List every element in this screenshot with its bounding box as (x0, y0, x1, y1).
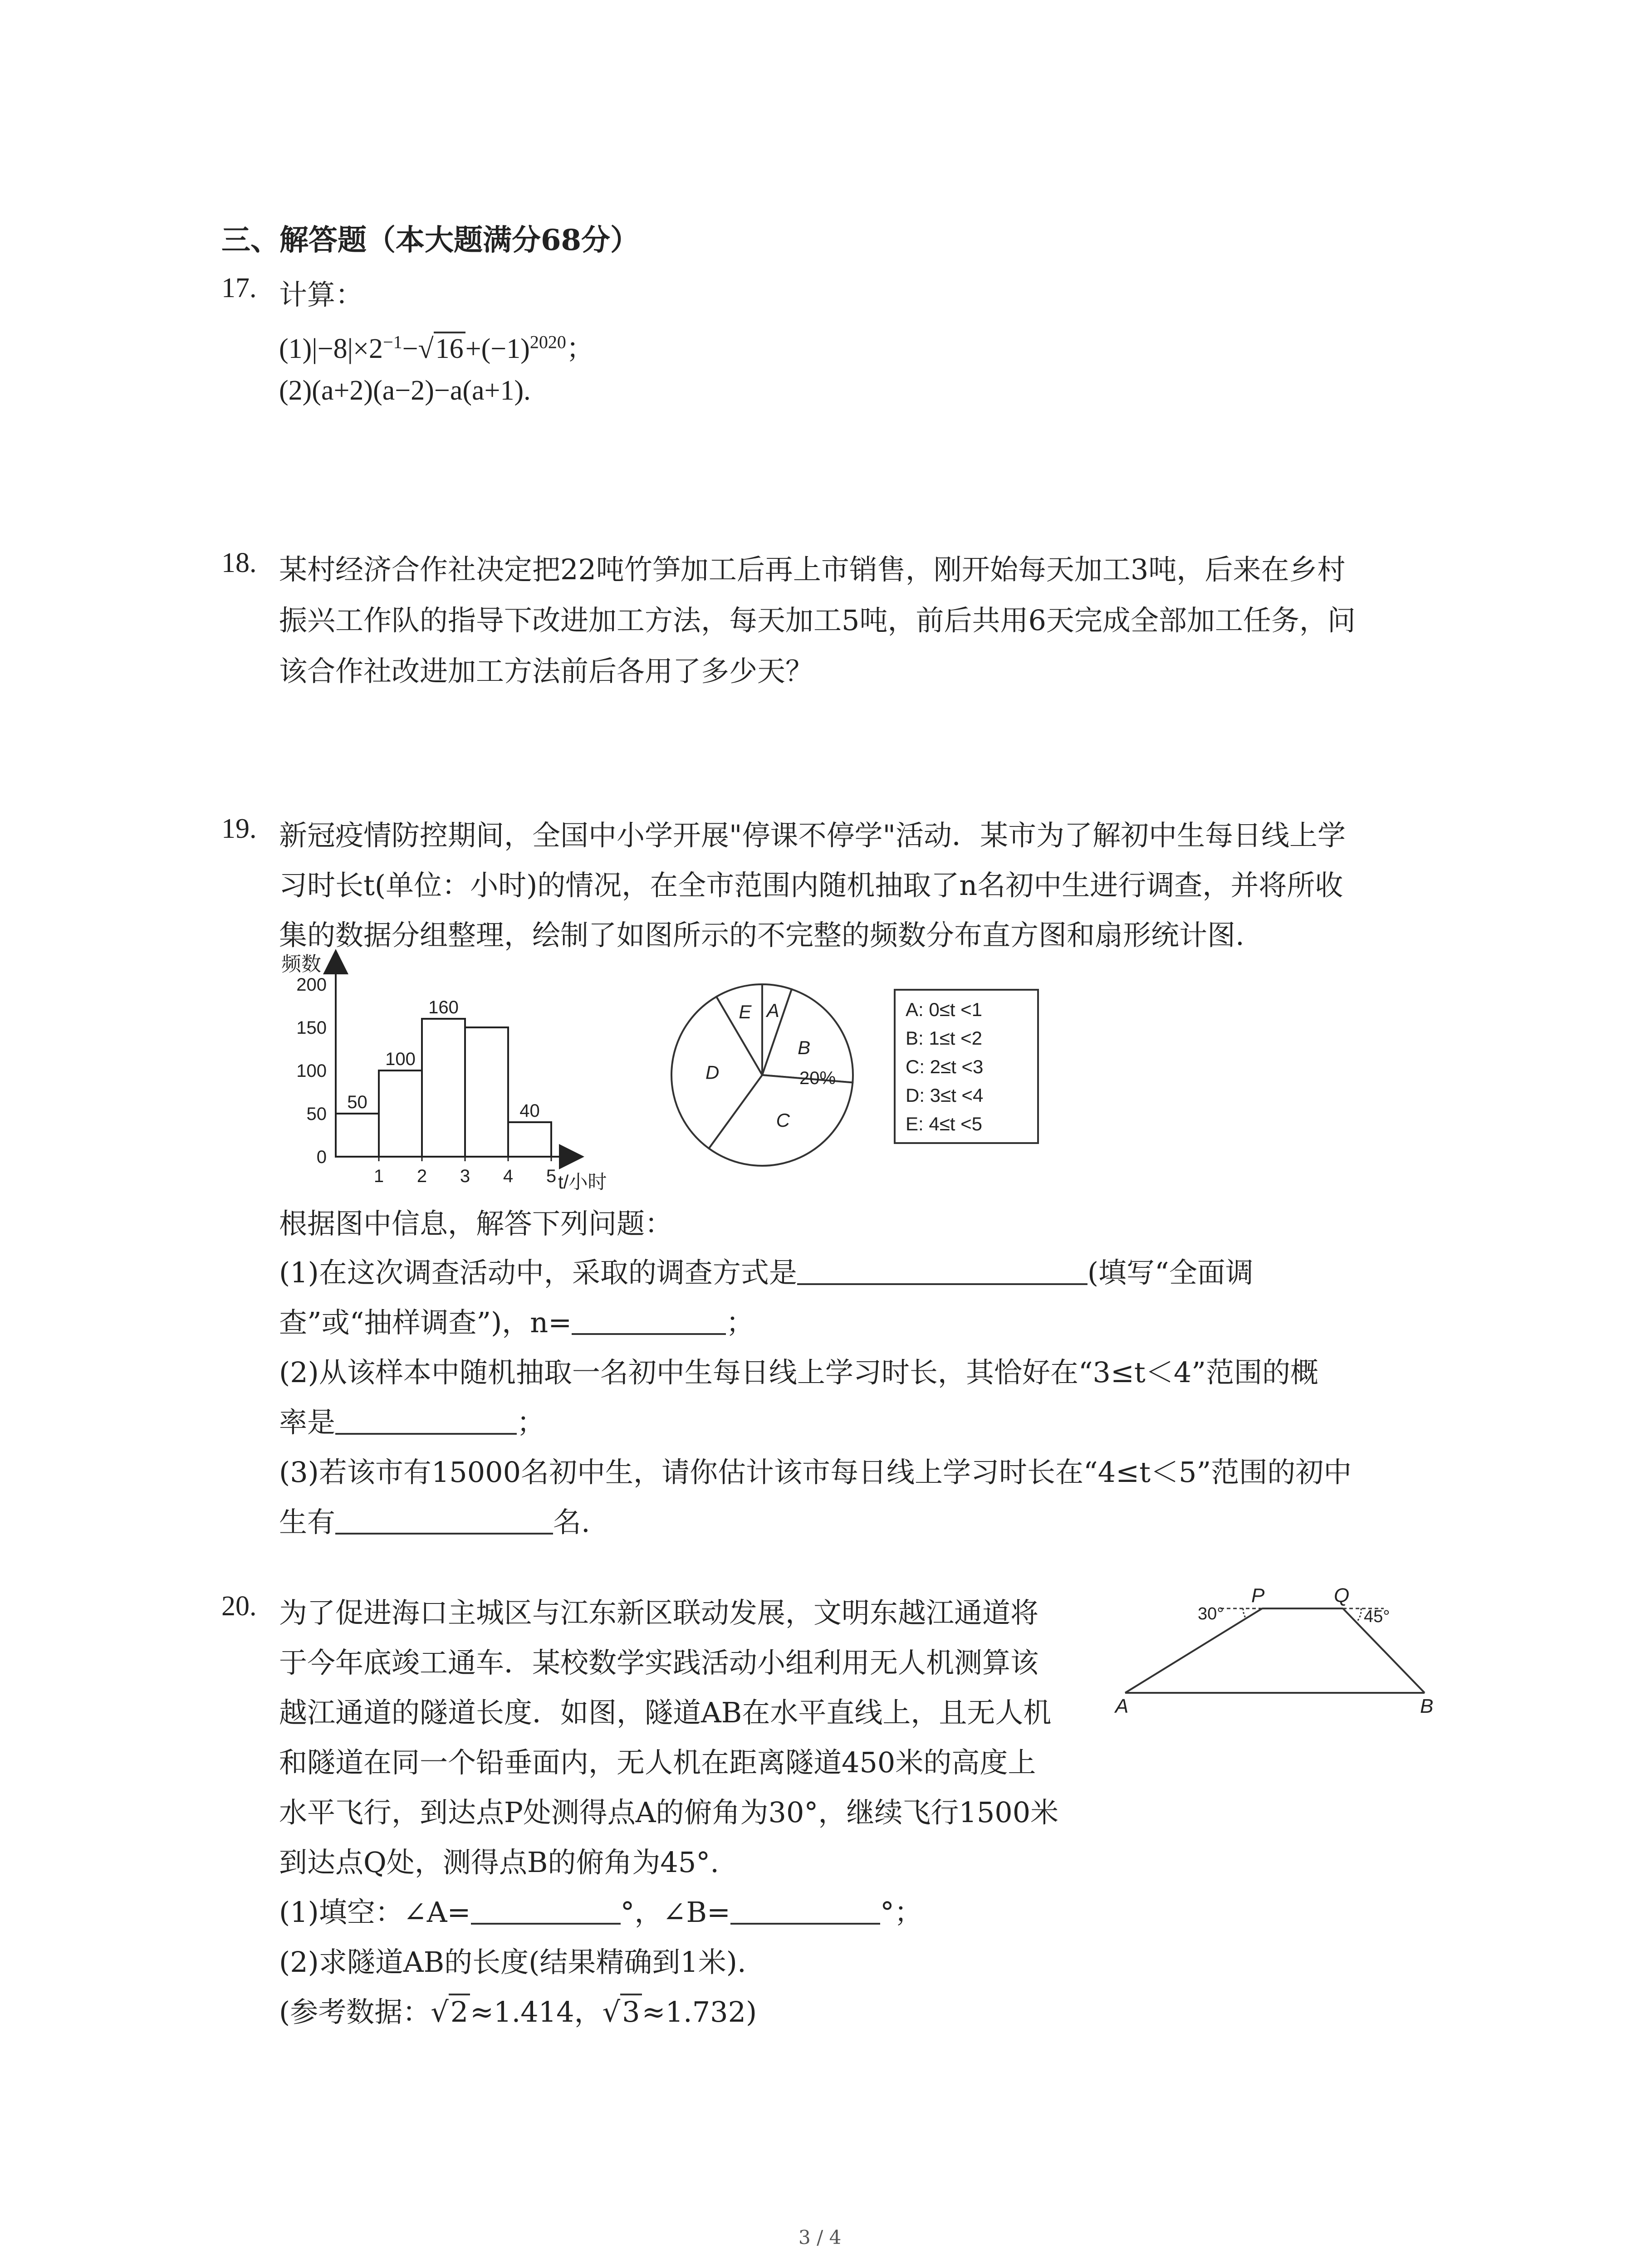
question-line: 到达点Q处，测得点B的俯角为45°. (279, 1846, 719, 1879)
sub-question-2: (2)从该样本中随机抽取一名初中生每日线上学习时长，其恰好在“3≤t＜4”范围的概 (279, 1356, 1318, 1389)
sqrt-sign: √ (418, 333, 434, 364)
pie-slice-label: D (705, 1061, 720, 1083)
bar-data-label: 50 (347, 1092, 367, 1112)
point-label-b: B (1420, 1695, 1434, 1715)
radicand: 16 (434, 332, 465, 364)
question-line: 某村经济合作社决定把22吨竹笋加工后再上市销售，刚开始每天加工3吨，后来在乡村 (279, 553, 1346, 586)
sub-text: 名. (553, 1505, 590, 1539)
question-line: 为了促进海口主城区与江东新区联动发展，文明东越江通道将 (279, 1596, 1039, 1629)
angle-arc-30 (1243, 1608, 1246, 1618)
expr-part: − (402, 333, 418, 364)
expr-part: +(−1) (465, 333, 530, 364)
legend-item: C: 2≤t <3 (906, 1056, 984, 1077)
pie-slice-label: C (776, 1109, 790, 1131)
question-number: 17. (221, 273, 257, 303)
question-intro: 根据图中信息，解答下列问题： (279, 1207, 673, 1240)
answer-blank[interactable] (730, 1897, 880, 1925)
histogram-bar (465, 1027, 508, 1157)
histogram-bar (508, 1122, 551, 1157)
question-line: 和隧道在同一个铅垂面内，无人机在距离隧道450米的高度上 (279, 1746, 1036, 1779)
legend-item: D: 3≤t <4 (906, 1085, 984, 1106)
histogram-bar (336, 1114, 379, 1157)
pie-slice-label: A (766, 999, 779, 1021)
question-line: 习时长t(单位：小时)的情况，在全市范围内随机抽取了n名初中生进行调查，并将所收 (279, 869, 1343, 902)
sub-text: ； (726, 1306, 754, 1339)
answer-blank[interactable] (335, 1506, 553, 1535)
sub-text: ≈1.732) (642, 1995, 757, 2028)
sub-question-3-cont (279, 1500, 590, 1540)
sub-text: °，∠B= (620, 1896, 730, 1929)
pie-slice-label: E (739, 1001, 752, 1023)
expr-part: ； (566, 333, 594, 364)
line-ap (1125, 1608, 1262, 1693)
page-number: 3 / 4 (798, 2226, 842, 2248)
radicand: 2 (449, 1994, 470, 2028)
sub-text: 率是 (279, 1406, 336, 1439)
sub-text: (1)在这次调查活动中，采取的调查方式是 (279, 1256, 797, 1289)
histogram-bar (379, 1070, 422, 1157)
y-tick-label: 150 (296, 1018, 327, 1038)
legend-item: E: 4≤t <5 (906, 1113, 982, 1134)
exponent: −1 (383, 332, 402, 352)
sub-text: (1)填空：∠A= (279, 1896, 471, 1929)
angle-arc-45 (1357, 1608, 1361, 1622)
y-axis-label: 频数 (281, 953, 321, 975)
sub-question-1-cont (279, 1300, 754, 1340)
expr-part: (1)|−8|×2 (279, 333, 383, 364)
x-tick-label: 3 (460, 1166, 470, 1186)
question-line: 新冠疫情防控期间，全国中小学开展"停课不停学"活动．某市为了解初中生每日线上学 (279, 819, 1346, 852)
sub-question-2-cont (279, 1400, 545, 1440)
legend-item: A: 0≤t <1 (906, 999, 982, 1020)
question-prompt: 计算： (279, 278, 364, 311)
question-line: 越江通道的隧道长度．如图，隧道AB在水平直线上，且无人机 (279, 1696, 1052, 1729)
question-number: 18. (221, 547, 257, 578)
answer-blank[interactable] (572, 1307, 726, 1335)
legend-item: B: 1≤t <2 (906, 1027, 982, 1049)
x-tick-label: 1 (373, 1166, 384, 1186)
x-tick-label: 4 (503, 1166, 514, 1186)
tunnel-diagram (1107, 1579, 1443, 1715)
bar-data-label: 100 (385, 1049, 416, 1069)
sub-question-2: (2)求隧道AB的长度(结果精确到1米). (279, 1945, 746, 1979)
x-tick-label: 2 (416, 1166, 427, 1186)
sub-text: (参考数据： (279, 1995, 431, 2028)
sub-question-3: (3)若该市有15000名初中生，请你估计该市每日线上学习时长在“4≤t＜5”范围的初中 (279, 1456, 1352, 1489)
x-axis-label: t/小时 (558, 1171, 607, 1193)
answer-blank[interactable] (335, 1407, 517, 1435)
bar-data-label: 40 (519, 1101, 540, 1121)
sub-question-1 (279, 1890, 922, 1930)
sub-question-1 (279, 1250, 1254, 1290)
sub-text: °； (880, 1896, 922, 1929)
reference-data (279, 1989, 757, 2030)
histogram-chart (272, 948, 617, 1202)
y-tick-label: 50 (306, 1104, 327, 1124)
histogram-bar (422, 1019, 465, 1157)
angle-label-45: 45° (1364, 1607, 1390, 1626)
y-tick-label: 200 (296, 975, 327, 995)
sub-text: ≈1.414， (470, 1995, 603, 2028)
radicand: 3 (620, 1994, 642, 2028)
question-line: 集的数据分组整理，绘制了如图所示的不完整的频数分布直方图和扇形统计图. (279, 919, 1244, 952)
question-number: 20. (221, 1591, 257, 1622)
question-part-2: (2)(a+2)(a−2)−a(a+1). (279, 375, 531, 406)
question-line: 该合作社改进加工方法前后各用了多少天？ (279, 655, 814, 688)
section-heading: 三、解答题（本大题满分68分） (221, 223, 640, 257)
y-tick-label: 0 (316, 1147, 327, 1167)
point-label-p: P (1251, 1584, 1265, 1607)
pie-legend (894, 989, 1039, 1144)
angle-label-30: 30° (1198, 1604, 1224, 1623)
bar-data-label: 160 (428, 997, 459, 1017)
point-label-q: Q (1334, 1584, 1350, 1607)
question-line: 振兴工作队的指导下改进加工方法，每天加工5吨，前后共用6天完成全部加工任务，问 (279, 604, 1356, 637)
pie-slice-label: B (798, 1036, 811, 1058)
sub-text: 生有 (279, 1505, 336, 1539)
sub-text: (填写“全面调 (1087, 1256, 1254, 1289)
question-line: 于今年底竣工通车．某校数学实践活动小组利用无人机测算该 (279, 1646, 1039, 1679)
pie-percent-label: 20% (799, 1068, 836, 1088)
y-tick-label: 100 (296, 1061, 327, 1081)
answer-blank[interactable] (797, 1257, 1087, 1285)
sub-text: ； (517, 1406, 545, 1439)
point-label-a: A (1115, 1695, 1129, 1715)
sub-text: 查”或“抽样调查”)，n= (279, 1306, 572, 1339)
question-number: 19. (221, 813, 257, 844)
sqrt-sign: √ (602, 1995, 621, 2028)
pie-chart (667, 980, 857, 1170)
question-part-1 (279, 326, 594, 366)
sqrt-sign: √ (431, 1995, 449, 2028)
question-line: 水平飞行，到达点P处测得点A的俯角为30°，继续飞行1500米 (279, 1796, 1059, 1829)
exponent: 2020 (529, 332, 566, 352)
answer-blank[interactable] (471, 1897, 621, 1925)
x-tick-label: 5 (546, 1166, 557, 1186)
